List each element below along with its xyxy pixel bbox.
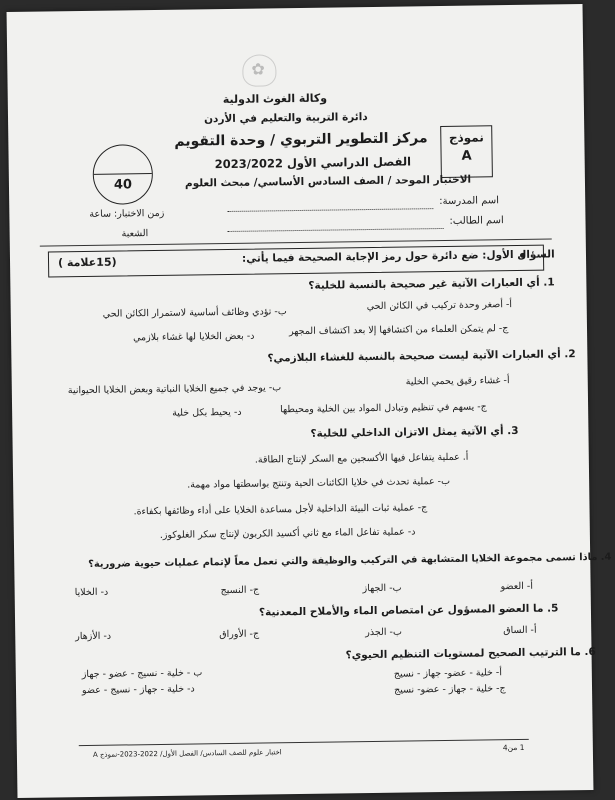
exam-title: الاختبار الموحد / الصف السادس الأساسي/ مبحث العلوم — [184, 173, 472, 190]
exam-paper — [7, 4, 612, 798]
q4-option-d[interactable]: د- الخلايا — [74, 586, 109, 599]
question-3: 3. أي الآتية يمثل الاتزان الداخلي للخلية؟ — [310, 424, 519, 440]
section-label: الشعبة — [121, 228, 149, 240]
q6-option-d[interactable]: د- خلية - جهاز - نسيج - عضو — [81, 683, 195, 697]
q1-option-b[interactable]: ب- تؤدي وظائف أساسية لاستمرار الكائن الحي — [102, 306, 287, 320]
time-label: زمن الاختبار: ساعة — [89, 207, 165, 220]
q6-option-a[interactable]: أ- خلية - عضو- جهاز - نسيج — [393, 667, 503, 680]
student-label: اسم الطالب: — [449, 215, 504, 227]
q1-option-a[interactable]: أ- أصغر وحدة تركيب في الكائن الحي — [366, 299, 513, 313]
semester: الفصل الدراسي الأول 2023/2022 — [214, 154, 412, 172]
q1-option-d[interactable]: د- بعض الخلايا لها غشاء بلازمي — [133, 330, 255, 344]
q6-option-c[interactable]: ج- خلية - جهاز - عضو- نسيج — [393, 683, 506, 696]
question-4: 4. ماذا تسمى مجموعة الخلايا المتشابهة في التركيب والوظيفة والتي تعمل معاً لإتمام عمليات حيوية ضرورية؟ — [88, 551, 612, 570]
q2-option-d[interactable]: د- يحيط بكل خلية — [172, 406, 242, 419]
model-letter: A — [461, 148, 472, 164]
q2-option-a[interactable]: أ- غشاء رقيق يحمي الخلية — [405, 375, 510, 388]
center-name: مركز التطوير التربوي / وحدة التقويم — [174, 130, 428, 150]
q6-option-b[interactable]: ب - خلية - نسيج - عضو - جهاز — [81, 667, 203, 681]
q3-option-d[interactable]: د- عملية تفاعل الماء مع ثاني أكسيد الكربون لإنتاج سكر الغلوكوز. — [159, 526, 416, 541]
q5-option-c[interactable]: ج- الأوراق — [219, 628, 260, 641]
q3-option-b[interactable]: ب- عملية تحدث في خلايا الكائنات الحية وتنتج بواسطتها مواد مهمة. — [187, 475, 451, 491]
q5-option-d[interactable]: د- الأزهار — [75, 630, 112, 643]
q5-option-a[interactable]: أ- الساق — [503, 624, 537, 637]
emblem-icon — [242, 54, 276, 86]
q3-option-c[interactable]: ج- عملية ثبات البيئة الداخلية لأجل مساعدة الخلايا على أداء وظائفها بكفاءة. — [133, 502, 428, 518]
school-label: اسم المدرسة: — [439, 195, 500, 208]
q4-option-a[interactable]: أ- العضو — [500, 580, 534, 593]
q2-option-b[interactable]: ب- يوجد في جميع الخلايا النباتية وبعض الخلايا الحيوانية — [67, 382, 282, 397]
q2-option-c[interactable]: ج- يسهم في تنظيم وتبادل المواد بين الخلية ومحيطها — [280, 401, 487, 416]
question-1: 1. أي العبارات الآتية غير صحيحة بالنسبة للخلية؟ — [308, 276, 555, 292]
q1-option-c[interactable]: ج- لم يتمكن العلماء من اكتشافها إلا بعد اكتشاف المجهر — [288, 323, 509, 338]
q3-option-a[interactable]: أ. عملية يتفاعل فيها الأكسجين مع السكر لإنتاج الطاقة. — [254, 451, 469, 466]
page-number: 1 من4 — [502, 742, 525, 753]
q4-option-c[interactable]: ج- النسيج — [220, 584, 260, 597]
school-field[interactable] — [227, 208, 433, 212]
question-6: 6. ما الترتيب الصحيح لمستويات التنظيم الحيوي؟ — [345, 645, 596, 662]
student-field[interactable] — [228, 228, 444, 232]
q5-option-b[interactable]: ب- الجذر — [365, 626, 402, 639]
section-marks: (15علامة ) — [57, 255, 117, 270]
q4-option-b[interactable]: ب- الجهاز — [362, 582, 402, 595]
footer-caption: اختبار علوم للصف السادس/ الفصل الأول/ 2022-2023-نموذج A — [92, 748, 282, 759]
model-label: نموذج — [448, 130, 484, 145]
score-circle — [92, 144, 153, 205]
question-5: 5. ما العضو المسؤول عن امتصاص الماء والأملاح المعدنية؟ — [258, 602, 559, 619]
question-2: 2. أي العبارات الآتية ليست صحيحة بالنسبة للغشاء البلازمي؟ — [267, 348, 576, 365]
model-box — [440, 125, 493, 178]
total-score: 40 — [113, 177, 133, 193]
department-name: دائرة التربية والتعليم في الأردن — [203, 111, 368, 126]
agency-name: وكالة الغوث الدولية — [222, 91, 328, 107]
section-instruction: السؤال الأول: ضع دائرة حول رمز الإجابة الصحيحة فيما يأتي: — [241, 248, 555, 265]
